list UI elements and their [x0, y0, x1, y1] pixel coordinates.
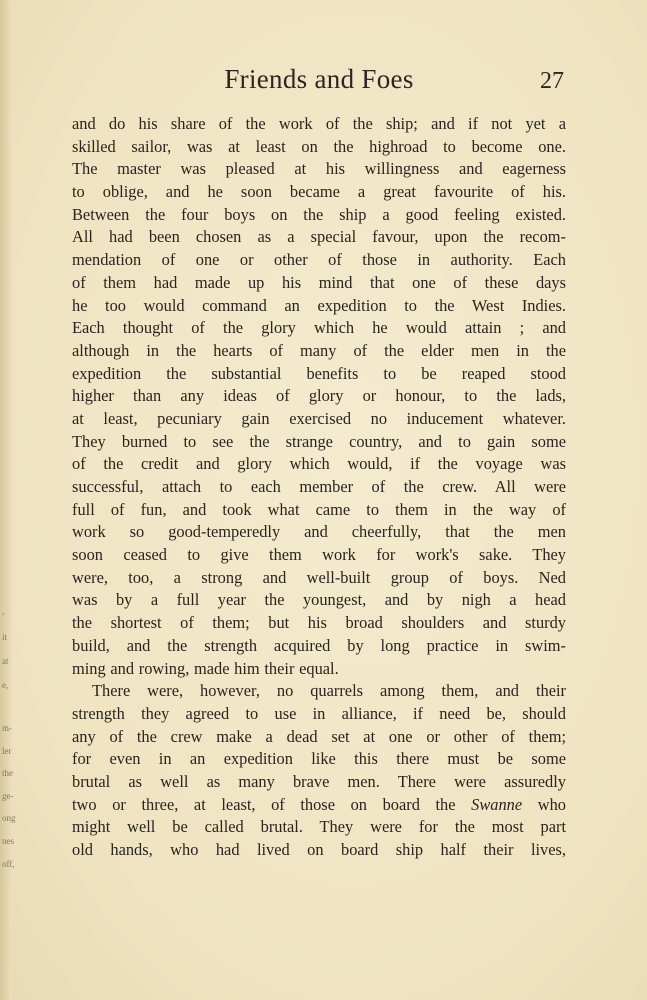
text-fragment: who [522, 794, 566, 814]
text-line: soon ceased to give them work for work's sake. They [72, 545, 566, 565]
text-line: brutal as well as many brave men. There were assuredly [72, 771, 566, 791]
paragraph-end-line: ming and rowing, made him their equal. [72, 658, 339, 678]
text-line: build, and the strength acquired by long practice in swim- [72, 635, 566, 655]
body-text [72, 113, 566, 862]
text-line: They burned to see the strange country, and to gain some [72, 431, 566, 451]
facing-page-edge [0, 0, 16, 1000]
text-line: for even in an expedition like this there must be some [72, 749, 566, 769]
paragraph-start-line: There were, however, no quarrels among them, and their [92, 681, 566, 701]
text-line: mendation of one or other of those in authority. Each [72, 250, 566, 270]
text-line: he too would command an expedition to the West Indies. [72, 295, 566, 315]
margin-bleed-fragment: nes [2, 836, 14, 846]
margin-bleed-fragment: , [2, 606, 5, 616]
margin-bleed-fragment: ong [2, 813, 16, 823]
text-line: might well be called brutal. They were for the most part [72, 817, 566, 837]
text-line: at least, pecuniary gain exercised no inducement whatever. [72, 408, 566, 428]
text-line: The master was pleased at his willingness and eagerness [72, 159, 566, 179]
margin-bleed-fragment: ge- [2, 791, 14, 801]
running-header [72, 64, 566, 98]
text-line: Between the four boys on the ship a good feeling existed. [72, 204, 566, 224]
text-line: full of fun, and took what came to them in the way of [72, 499, 566, 519]
margin-bleed-fragment: m- [2, 723, 12, 733]
text-line: work so good-temperedly and cheerfully, that the men [72, 522, 566, 542]
text-line: to oblige, and he soon became a great favourite of his. [72, 182, 566, 202]
text-line: successful, attach to each member of the crew. All were [72, 477, 566, 496]
text-line: any of the crew make a dead set at one or other of them; [72, 726, 566, 746]
text-line: All had been chosen as a special favour, upon the recom- [72, 227, 566, 247]
text-line: was by a full year the youngest, and by nigh a head [72, 590, 566, 610]
page-number: 27 [540, 68, 564, 94]
text-line: of the credit and glory which would, if the voyage was [72, 454, 566, 474]
text-line: were, too, a strong and well-built group of boys. Ned [72, 567, 566, 587]
text-line: higher than any ideas of glory or honour, to the lads, [72, 386, 566, 406]
text-line: the shortest of them; but his broad shoulders and sturdy [72, 613, 566, 633]
text-line: and do his share of the work of the ship; and if not yet a [72, 114, 566, 133]
margin-bleed-fragment: e, [2, 680, 9, 690]
text-line: skilled sailor, was at least on the highroad to become one. [72, 136, 566, 156]
text-line: strength they agreed to use in alliance, if need be, should [72, 703, 566, 723]
text-line: although in the hearts of many of the elder men in the [72, 340, 566, 360]
margin-bleed-fragment: it [2, 632, 8, 642]
text-line: old hands, who had lived on board ship half their lives, [72, 840, 566, 859]
text-fragment: two or three, at least, of those on board the [72, 794, 472, 814]
margin-bleed-fragment: ler [2, 746, 12, 756]
text-line: Each thought of the glory which he would attain ; and [72, 318, 566, 338]
margin-bleed-fragment: at [2, 656, 9, 666]
text-line-with-ship-name [72, 794, 566, 817]
text-line: expedition the substantial benefits to be reaped stood [72, 363, 566, 383]
running-title: Friends and Foes [224, 64, 414, 94]
text-line: of them had made up his mind that one of these days [72, 272, 566, 292]
margin-bleed-fragment: the [2, 768, 13, 778]
ship-name: Swanne [471, 794, 523, 814]
margin-bleed-fragment: off, [2, 859, 15, 869]
